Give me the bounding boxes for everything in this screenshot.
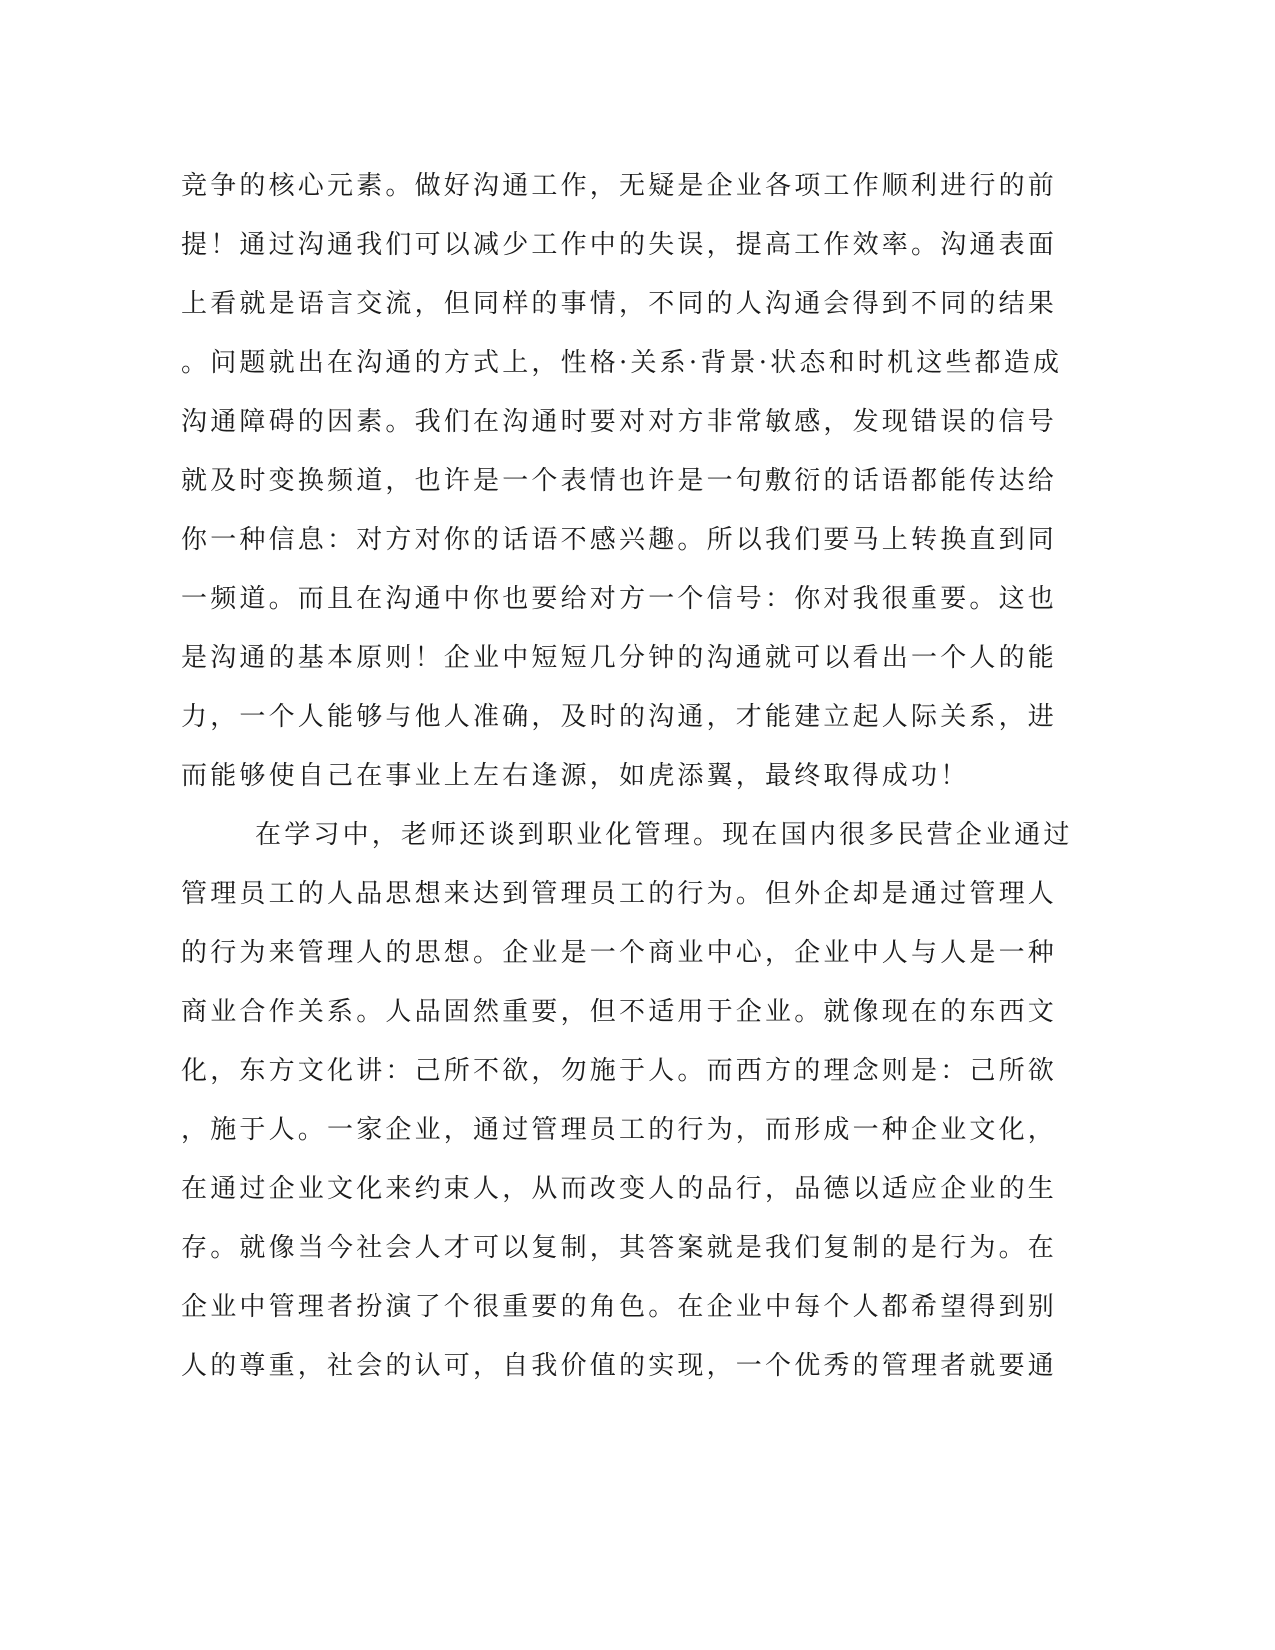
text-line: 。问题就出在沟通的方式上，性格·关系·背景·状态和时机这些都造成 <box>181 348 1063 378</box>
text-line: 而能够使自己在事业上左右逢源，如虎添翼，最终取得成功！ <box>181 761 970 791</box>
text-line: 竞争的核心元素。做好沟通工作，无疑是企业各项工作顺利进行的前 <box>181 171 1058 201</box>
text-line: 力，一个人能够与他人准确，及时的沟通，才能建立起人际关系，进 <box>181 702 1058 732</box>
text-line: 提！通过沟通我们可以减少工作中的失误，提高工作效率。沟通表面 <box>181 230 1058 260</box>
text-line: 的行为来管理人的思想。企业是一个商业中心，企业中人与人是一种 <box>181 938 1058 968</box>
text-line: 上看就是语言交流，但同样的事情，不同的人沟通会得到不同的结果 <box>181 289 1058 319</box>
text-line-indented: 在学习中，老师还谈到职业化管理。现在国内很多民营企业通过 <box>255 820 1073 850</box>
text-line: 商业合作关系。人品固然重要，但不适用于企业。就像现在的东西文 <box>181 997 1058 1027</box>
text-line: 管理员工的人品思想来达到管理员工的行为。但外企却是通过管理人 <box>181 879 1058 909</box>
text-line: 人的尊重，社会的认可，自我价值的实现，一个优秀的管理者就要通 <box>181 1351 1058 1381</box>
paragraph-communication <box>181 157 1063 806</box>
paragraph-professional-management <box>181 806 1073 1396</box>
text-line: 你一种信息：对方对你的话语不感兴趣。所以我们要马上转换直到同 <box>181 525 1058 555</box>
text-line: 化，东方文化讲：己所不欲，勿施于人。而西方的理念则是：己所欲 <box>181 1056 1058 1086</box>
text-line: 就及时变换频道，也许是一个表情也许是一句敷衍的话语都能传达给 <box>181 466 1058 496</box>
body-text <box>181 157 1073 1396</box>
text-line: ，施于人。一家企业，通过管理员工的行为，而形成一种企业文化， <box>181 1115 1058 1145</box>
text-line: 是沟通的基本原则！企业中短短几分钟的沟通就可以看出一个人的能 <box>181 643 1058 673</box>
text-line: 沟通障碍的因素。我们在沟通时要对对方非常敏感，发现错误的信号 <box>181 407 1058 437</box>
text-line: 一频道。而且在沟通中你也要给对方一个信号：你对我很重要。这也 <box>181 584 1058 614</box>
text-line: 存。就像当今社会人才可以复制，其答案就是我们复制的是行为。在 <box>181 1233 1058 1263</box>
text-line: 在通过企业文化来约束人，从而改变人的品行，品德以适应企业的生 <box>181 1174 1058 1204</box>
text-line: 企业中管理者扮演了个很重要的角色。在企业中每个人都希望得到别 <box>181 1292 1058 1322</box>
